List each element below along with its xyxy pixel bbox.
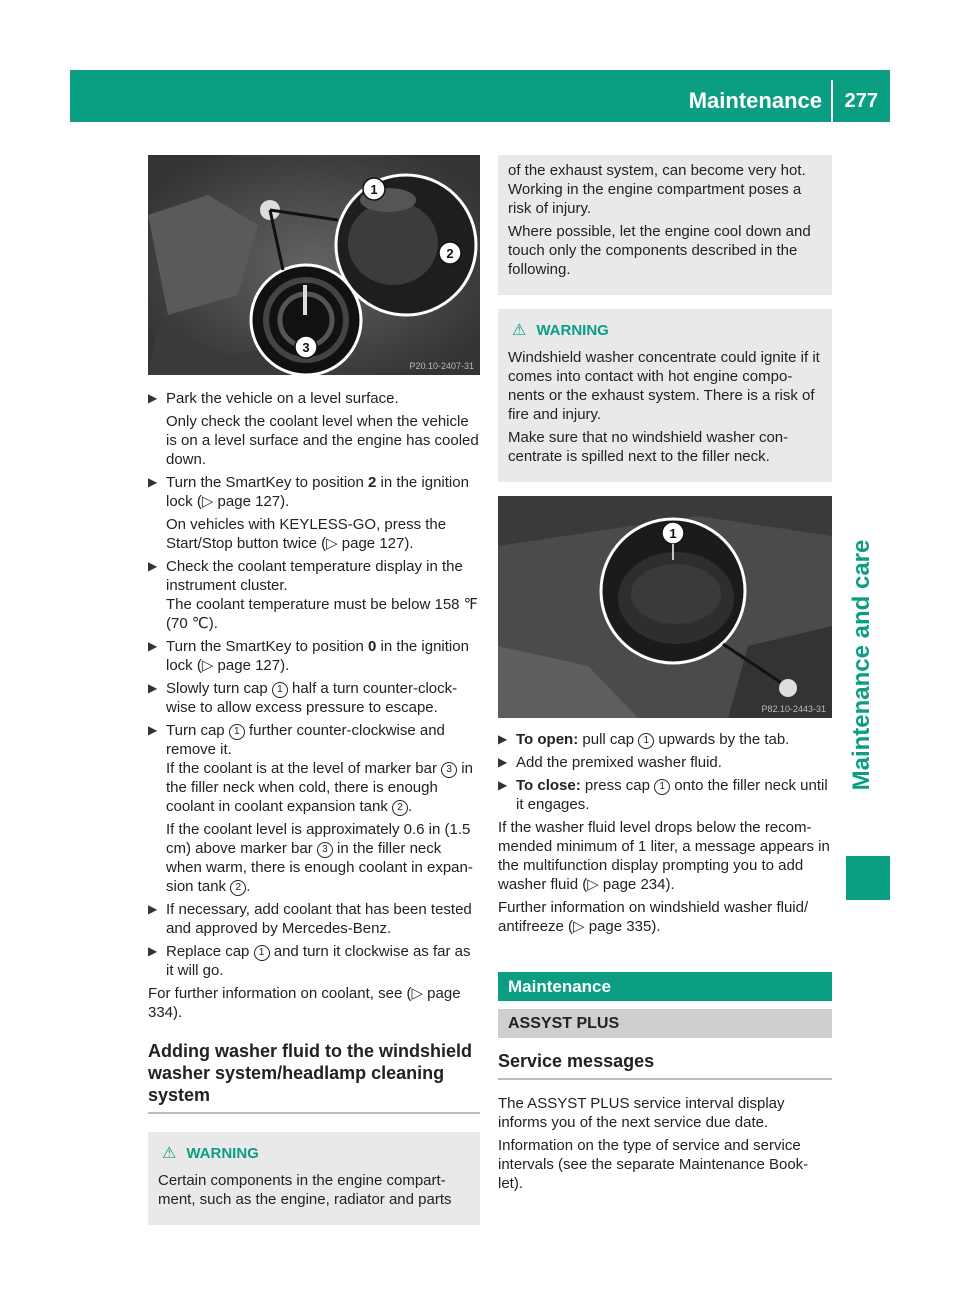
page-reference-link[interactable]: page 127 — [341, 535, 405, 552]
step-arrow-icon: ▶ — [498, 755, 508, 769]
section-title-washer: Adding washer fluid to the windshield washer system/headlamp cleaning system — [148, 1040, 480, 1114]
step-to-open: ▶ To open: pull cap 1 upwards by the tab. — [498, 731, 790, 748]
step-arrow-icon: ▶ — [148, 475, 158, 489]
step-add-washer-fluid: ▶ Add the premixed washer fluid. — [498, 754, 722, 771]
warning-triangle-icon: ⚠ — [162, 1145, 177, 1162]
step-remove-cap: ▶ Turn cap 1 further counter-clockwise and remove it. If the coolant is at the level of marker bar 3 in the filler neck when cold, there is enough coolant in coolant expansion tank 2 . If the coolant level is approximately 0.6 in (1.5 cm) above marker bar 3 in the filler neck when warm, there is enough coolant in expan-sion tank 2 . — [148, 722, 473, 895]
washer-level-note: If the washer fluid level drops below the recom-mended minimum of 1 liter, a message appears in the multifunction display prompting you to add washer fluid (▷ page 234). — [498, 819, 830, 893]
step-arrow-icon: ▶ — [148, 639, 158, 653]
side-chapter-text: Maintenance and care — [848, 539, 875, 791]
step-arrow-icon: ▶ — [148, 902, 158, 916]
photo1-callout-2: 2 — [446, 246, 454, 261]
section-title-service-messages: Service messages — [498, 1050, 832, 1080]
photo1-code: P20.10-2407-31 — [409, 361, 474, 371]
page-ref-arrow-icon: ▷ — [326, 535, 342, 552]
page-reference-link[interactable]: page 335 — [588, 918, 652, 935]
page-reference-link[interactable]: page 334 — [148, 985, 461, 1021]
step-arrow-icon: ▶ — [148, 723, 158, 737]
photo2-callout-1: 1 — [669, 526, 677, 541]
further-info-coolant: For further information on coolant, see (▷ page 334). — [148, 985, 461, 1021]
page-ref-arrow-icon: ▷ — [573, 918, 589, 935]
page-number: 277 — [844, 90, 878, 112]
page-reference-link[interactable]: page 127 — [217, 657, 281, 674]
left-column — [148, 155, 480, 1225]
step-add-coolant: ▶ If necessary, add coolant that has been tested and approved by Mercedes-Benz. — [148, 901, 472, 937]
washer-reservoir-photo — [498, 496, 832, 718]
page-reference-link[interactable]: page 127 — [217, 493, 281, 510]
right-column — [498, 155, 832, 1197]
photo2-code: P82.10-2443-31 — [761, 704, 826, 714]
step-arrow-icon: ▶ — [148, 391, 158, 405]
header-title: Maintenance — [688, 88, 822, 113]
step-arrow-icon: ▶ — [148, 944, 158, 958]
side-tab-marker — [846, 856, 890, 900]
warning-triangle-icon: ⚠ — [512, 322, 527, 339]
side-chapter-label — [842, 500, 882, 830]
page-ref-arrow-icon: ▷ — [201, 493, 218, 510]
step-check-temperature: ▶ Check the coolant temperature display in the instrument cluster. The coolant temperature must be below 158 ℉ (70 ℃). — [148, 558, 478, 632]
washer-further-info: Further information on windshield washer fluid/ antifreeze (▷ page 335). — [498, 899, 809, 935]
step-arrow-icon: ▶ — [498, 732, 508, 746]
header-divider — [831, 80, 833, 122]
subsection-band-assyst-plus: ASSYST PLUS — [498, 1009, 832, 1038]
page-ref-arrow-icon: ▷ — [201, 657, 218, 674]
step-to-close: ▶ To close: press cap 1 onto the filler neck until it engages. — [498, 777, 828, 813]
step-arrow-icon: ▶ — [148, 559, 158, 573]
warning-box-continued: of the exhaust system, can become very hot. Working in the engine compartment poses a risk of injury. Where possible, let the engine cool down and touch only the components described in the following. — [498, 155, 832, 295]
section-band-maintenance: Maintenance — [498, 972, 832, 1001]
warning-box-hot-components: ⚠ WARNING Certain components in the engine compart-ment, such as the engine, radiator and parts — [148, 1132, 480, 1225]
service-type-paragraph: Information on the type of service and service intervals (see the separate Maintenance Book-let). — [498, 1137, 809, 1192]
step-arrow-icon: ▶ — [498, 778, 508, 792]
assyst-info-paragraph: The ASSYST PLUS service interval display informs you of the next service due date. — [498, 1095, 785, 1131]
step-smartkey-0: ▶ Turn the SmartKey to position 0 in the ignition lock (▷ page 127). — [148, 638, 469, 674]
step-smartkey-2: ▶ Turn the SmartKey to position 2 in the ignition lock (▷ page 127). On vehicles with KEYLESS-GO, press the Start/Stop button twice (▷ page 127). — [148, 474, 469, 552]
step-park: ▶ Park the vehicle on a level surface. Only check the coolant level when the vehicle is on a level surface and the engine has cooled down. — [148, 390, 479, 468]
step-arrow-icon: ▶ — [148, 681, 158, 695]
page-ref-arrow-icon: ▷ — [411, 985, 428, 1002]
photo1-callout-3: 3 — [302, 340, 310, 355]
page-reference-link[interactable]: page 234 — [602, 876, 666, 893]
photo1-callout-1: 1 — [370, 182, 378, 197]
warning-box-washer-concentrate: ⚠ WARNING Windshield washer concentrate could ignite if it comes into contact with hot engine compo-nents or the exhaust system. There is a risk of fire and injury. Make sure that no windshield washer con-centrate is spilled next to the filler neck. — [498, 309, 832, 482]
page-header — [70, 70, 890, 122]
coolant-tank-photo — [148, 155, 480, 375]
step-slowly-turn-cap: ▶ Slowly turn cap 1 half a turn counter-clock-wise to allow excess pressure to escape. — [148, 680, 458, 716]
step-replace-cap: ▶ Replace cap 1 and turn it clockwise as far as it will go. — [148, 943, 471, 979]
page-ref-arrow-icon: ▷ — [587, 876, 603, 893]
